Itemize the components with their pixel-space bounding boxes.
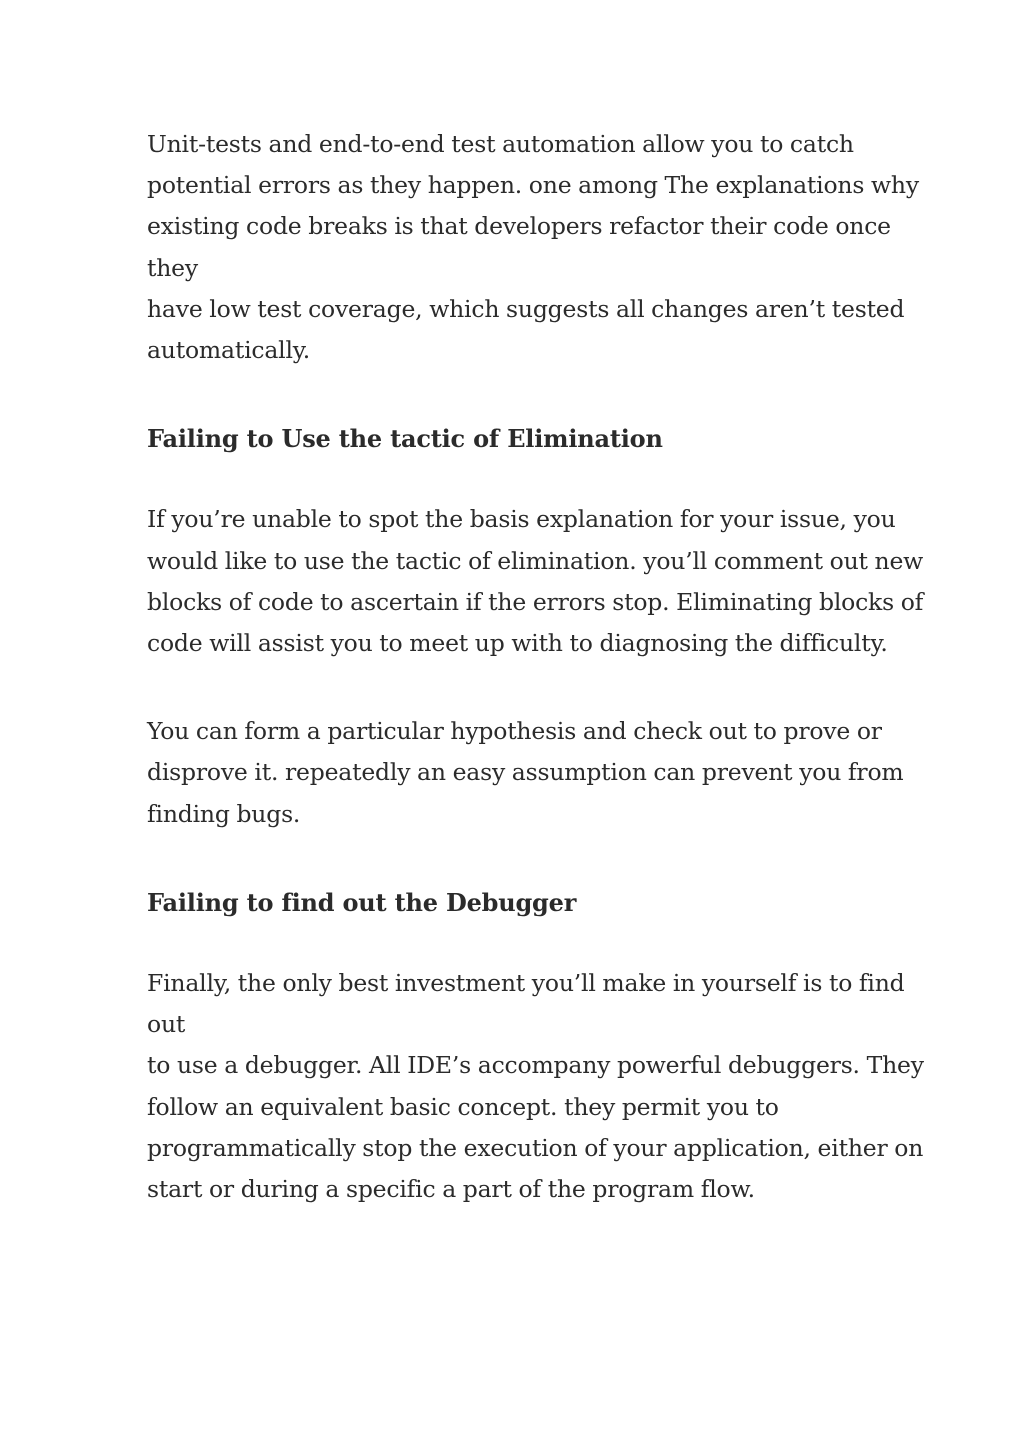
heading-debugger: Failing to find out the Debugger <box>147 887 577 917</box>
paragraph-hypothesis: You can form a particular hypothesis and check out to prove or disprove it. repeatedly an easy assumption can prevent you from finding bugs. <box>147 717 904 828</box>
document-body <box>147 124 927 1210</box>
paragraph-test-automation: Unit-tests and end-to-end test automation allow you to catch potential errors as they happen. one among The explanations why existing code breaks is that developers refactor their code once they have low test coverage, which suggests all changes aren’t tested automatically. <box>147 130 919 365</box>
heading-elimination: Failing to Use the tactic of Elimination <box>147 424 663 454</box>
paragraph-elimination: If you’re unable to spot the basis explanation for your issue, you would like to use the tactic of elimination. you’ll comment out new blocks of code to ascertain if the errors stop. Eliminating blocks of code will assist you to meet up with to diagnosing the difficulty. <box>147 505 924 658</box>
paragraph-debugger: Finally, the only best investment you’ll make in yourself is to find out to use a debugger. All IDE’s accompany powerful debuggers. They follow an equivalent basic concept. they permit you to programmatically stop the execution of your application, either on start or during a specific a part of the program flow. <box>147 969 924 1204</box>
